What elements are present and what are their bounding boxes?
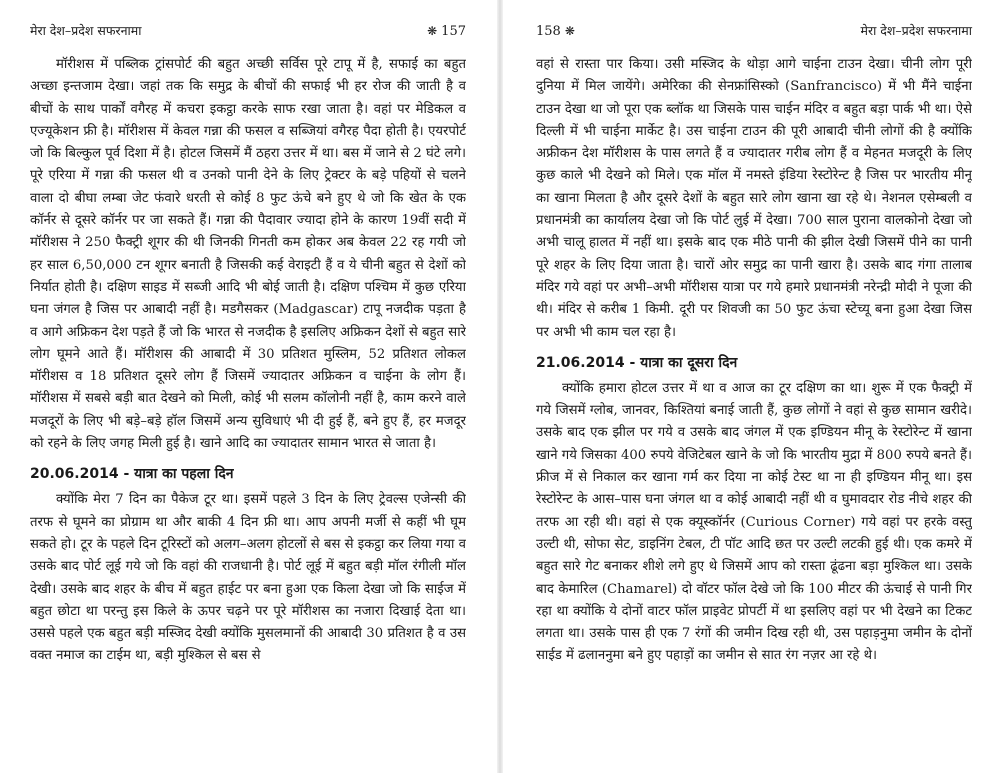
book-gutter xyxy=(497,0,503,773)
running-title: मेरा देश–प्रदेश सफरनामा xyxy=(30,23,142,38)
page-number xyxy=(536,22,579,41)
paragraph: क्योंकि मेरा 7 दिन का पैकेज टूर था। इसमें पहले 3 दिन के लिए ट्रेवल्स एजेन्सी की तरफ से घूमने का प्रोग्राम था और बाकी 4 दिन फ्री था। आप अपनी मर्जी से कहीं भी घूम सकते हो। टूर के पहले दिन टूरिस्टों को अलग–अलग होटलों से बस से इकट्ठा कर लिया गया व उसके बाद पोर्ट लूई गये जो कि वहां की राजधानी है। पोर्ट लूई में बहुत बड़ी मॉल रंगीली मॉल देखी। उसके बाद शहर के बीच में बहुत हाईट पर बना हुआ एक किला देखा जो कि साईज में बहुत छोटा था परन्तु इस किले के ऊपर चढ़ने पर पूरे मॉरीशस का नजारा दिखाई देता था। उससे पहले एक बहुत बड़ी मस्जिद देखी क्योंकि मुसलमानों की आबादी 30 प्रतिशत है व उस वक्त नमाज का टाईम था, बड़ी मुश्किल से बस से xyxy=(30,492,466,664)
right-page-header xyxy=(536,22,972,40)
section-heading: 21.06.2014 - यात्रा का दूसरा दिन xyxy=(536,354,738,371)
page-number xyxy=(423,22,466,41)
paragraph: क्योंकि हमारा होटल उत्तर में था व आज का टूर दक्षिण का था। शुरू में एक फैक्ट्री में गये जिसमें ग्लोब, जानवर, किश्तियां बनाई जाती हैं, कुछ लोगों ने वहां से कुछ सामान खरीदे। उसके बाद एक झील पर गये व उसके बाद जंगल में एक इण्डियन मीनू के रेस्टोरेन्ट में खाना खाने गये जिसका 400 रुपये वेजिटेबल खाने के जो कि भारतीय मुद्रा में 800 रुपये बनते हैं। फ्रीज में से निकाल कर खाना गर्म कर दिया ना कोई टेस्ट था ना ही इण्डियन मीनू था। इस रेस्टोरेन्ट के आस–पास घना जंगल था व कोई आबादी नहीं थी व घुमावदार रोड नीचे शहर की तरफ आ रही थी। वहां से एक क्यूस्कॉर्नर (Curious Corner) गये वहां पर हरके वस्तु उल्टी थी, सोफा सेट, डाइनिंग टेबल, टी पॉट आदि छत पर उल्टी लटकी हुई थी। एक कमरे में बहुत सारे गेट बनाकर शीशे लगे हुए थे जिसमें आप को रास्ता ढूंढना बड़ा मुश्किल था। उसके बाद केमारिल (Chamarel) दो वॉटर फॉल देखे जो कि 100 मीटर की ऊंचाई से पानी गिर रहा था क्योंकि ये दोनों वाटर फॉल प्राइवेट प्रोपर्टी में था इसलिए वहां पर भी देखने का टिकट लगता था। उसके पास ही एक 7 रंगों की जमीन दिख रही थी, उस पहाड़नुमा जमीन के दोनों साईड में ढलाननुमा बने हुए पहाड़ों का जमीन से सात रंग नज़र आ रहे थे। xyxy=(536,380,972,664)
left-page-header xyxy=(30,22,466,40)
section-heading: 20.06.2014 - यात्रा का पहला दिन xyxy=(30,466,234,483)
page-number-value: 158 xyxy=(536,24,561,39)
right-page-body xyxy=(536,54,972,763)
ornament-icon: ❋ xyxy=(427,24,438,38)
running-title: मेरा देश–प्रदेश सफरनामा xyxy=(860,23,972,38)
left-page xyxy=(18,0,478,773)
page-number-value: 157 xyxy=(441,24,466,39)
paragraph: वहां से रास्ता पार किया। उसी मस्जिद के थोड़ा आगे चाईना टाउन देखा। चीनी लोग पूरी दुनिया में मिल जायेंगे। अमेरिका की सेनफ्रांसिस्को (Sanfrancisco) में भी मैंने चाईना टाउन देखा था जो पूरा एक ब्लॉक था जिसके पास चाईन मंदिर व बहुत बड़ा पार्क भी था। ऐसे दिल्ली में भी चाईना मार्केट है। उस चाईना टाउन की पूरी आबादी चीनी लोगों की है क्योंकि अफ्रीकन देश मॉरीशस के पास लगते हैं व ज्यादातर गरीब लोग हैं व मेहनत मजदूरी के लिए कुछ काले भी देखने को मिले। एक मॉल में नमस्ते इंडिया रेस्टोरेन्ट है जिस पर भारतीय मीनू का खाना मिलता है और दूसरे देशों के बहुत सारे लोग खाना खा रहे थे। नेशनल एसेम्बली व प्रधानमंत्री का कार्यालय देखा जो कि पोर्ट लुई में देखा। 700 साल पुराना वालकोनो देखा जो अभी चालू हालत में नहीं था। इसके बाद एक मीठे पानी की झील देखी जिसमें पीने का पानी पूरे शहर के लिए दिया जाता है। चारों ओर समुद्र का पानी खारा है। उसके बाद गंगा तालाब मंदिर गये वहां पर अभी–अभी मॉरीशस यात्रा पर गये हमारे प्रधानमंत्री नरेन्द्री मोदी ने पूजा की थी। मंदिर से करीब 1 किमी. दूरी पर शिवजी का 50 फुट ऊंचा स्टेच्यू बना हुआ देखा जिस पर अभी भी काम चल रहा है। xyxy=(536,57,972,340)
left-page-body xyxy=(30,54,466,763)
paragraph: मॉरीशस में पब्लिक ट्रांसपोर्ट की बहुत अच्छी सर्विस पूरे टापू में है, सफाई का बहुत अच्छा इन्तजाम देखा। जहां तक कि समुद्र के बीचों की सफाई भी हर रोज की जाती है व बीचों के साथ पार्कों वगैरह में कचरा इकट्ठा करके साफ रखा जाता है। वहां पर मेडिकल व एज्यूकेशन फ्री है। मॉरीशस में केवल गन्ना की फसल व सब्जियां वगैरह पैदा होती है। एयरपोर्ट जो कि बिल्कुल पूर्व दिशा में है। होटल जिसमें मैं ठहरा उत्तर में था। बस में जाने से 2 घंटे लगे। पूरे एरिया में गन्ना की फसल थी व उनको पानी देने के लिए ट्रेक्टर के बड़े पहियों से चलने वाला दो बीघा लम्बा जेट फंवारे धरती से कोई 8 फुट ऊंचे बने हुए थे जो कि खेत के एक कॉर्नर से दूसरे कॉर्नर पर जा सकते हैं। गन्ना की पैदावार ज्यादा होने के कारण 19वीं सदी में मॉरीशस ने 250 फैक्ट्री शूगर की थी जिनकी गिनती कम होकर अब केवल 22 रह गयी जो हर साल 6,50,000 टन शूगर बनाती है जिसकी कई वेराइटी हैं व ये चीनी बहुत से देशों को निर्यात होती है। दक्षिण साइड में सब्जी आदि भी बोई जाती है। दक्षिण पश्चिम में कुछ एरिया घना जंगल है जिस पर आबादी नहीं है। मडगैसकर (Madgascar) टापू नजदीक पड़ता है व आगे अफ्रिकन देश पड़ते हैं जो कि भारत से नजदीक है इसलिए अफ्रिकन देशों से बहुत सारे लोग घूमने आते हैं। मॉरीशस की आबादी में 30 प्रतिशत मुस्लिम, 52 प्रतिशत लोकल मॉरीशस व 18 प्रतिशत दूसरे लोग हैं जिसमें ज्यादातर अफ्रिकन व चाईना के लोग हैं। मॉरीशस में सबसे बड़ी बात देखने को मिली, कोई भी सलम कॉलोनी नहीं है, काम करने वाले मजदूरों के लिए भी बड़े–बड़े हॉल जिसमें अन्य सुविधाएं भी दी हुई हैं, बने हुए हैं, हर मजदूर को रहने के लिए जगह मिली हुई है। खाने आदि का ज्यादातर सामान भारत से जाता है। xyxy=(30,57,466,452)
ornament-icon: ❋ xyxy=(564,24,575,38)
right-page xyxy=(524,0,984,773)
